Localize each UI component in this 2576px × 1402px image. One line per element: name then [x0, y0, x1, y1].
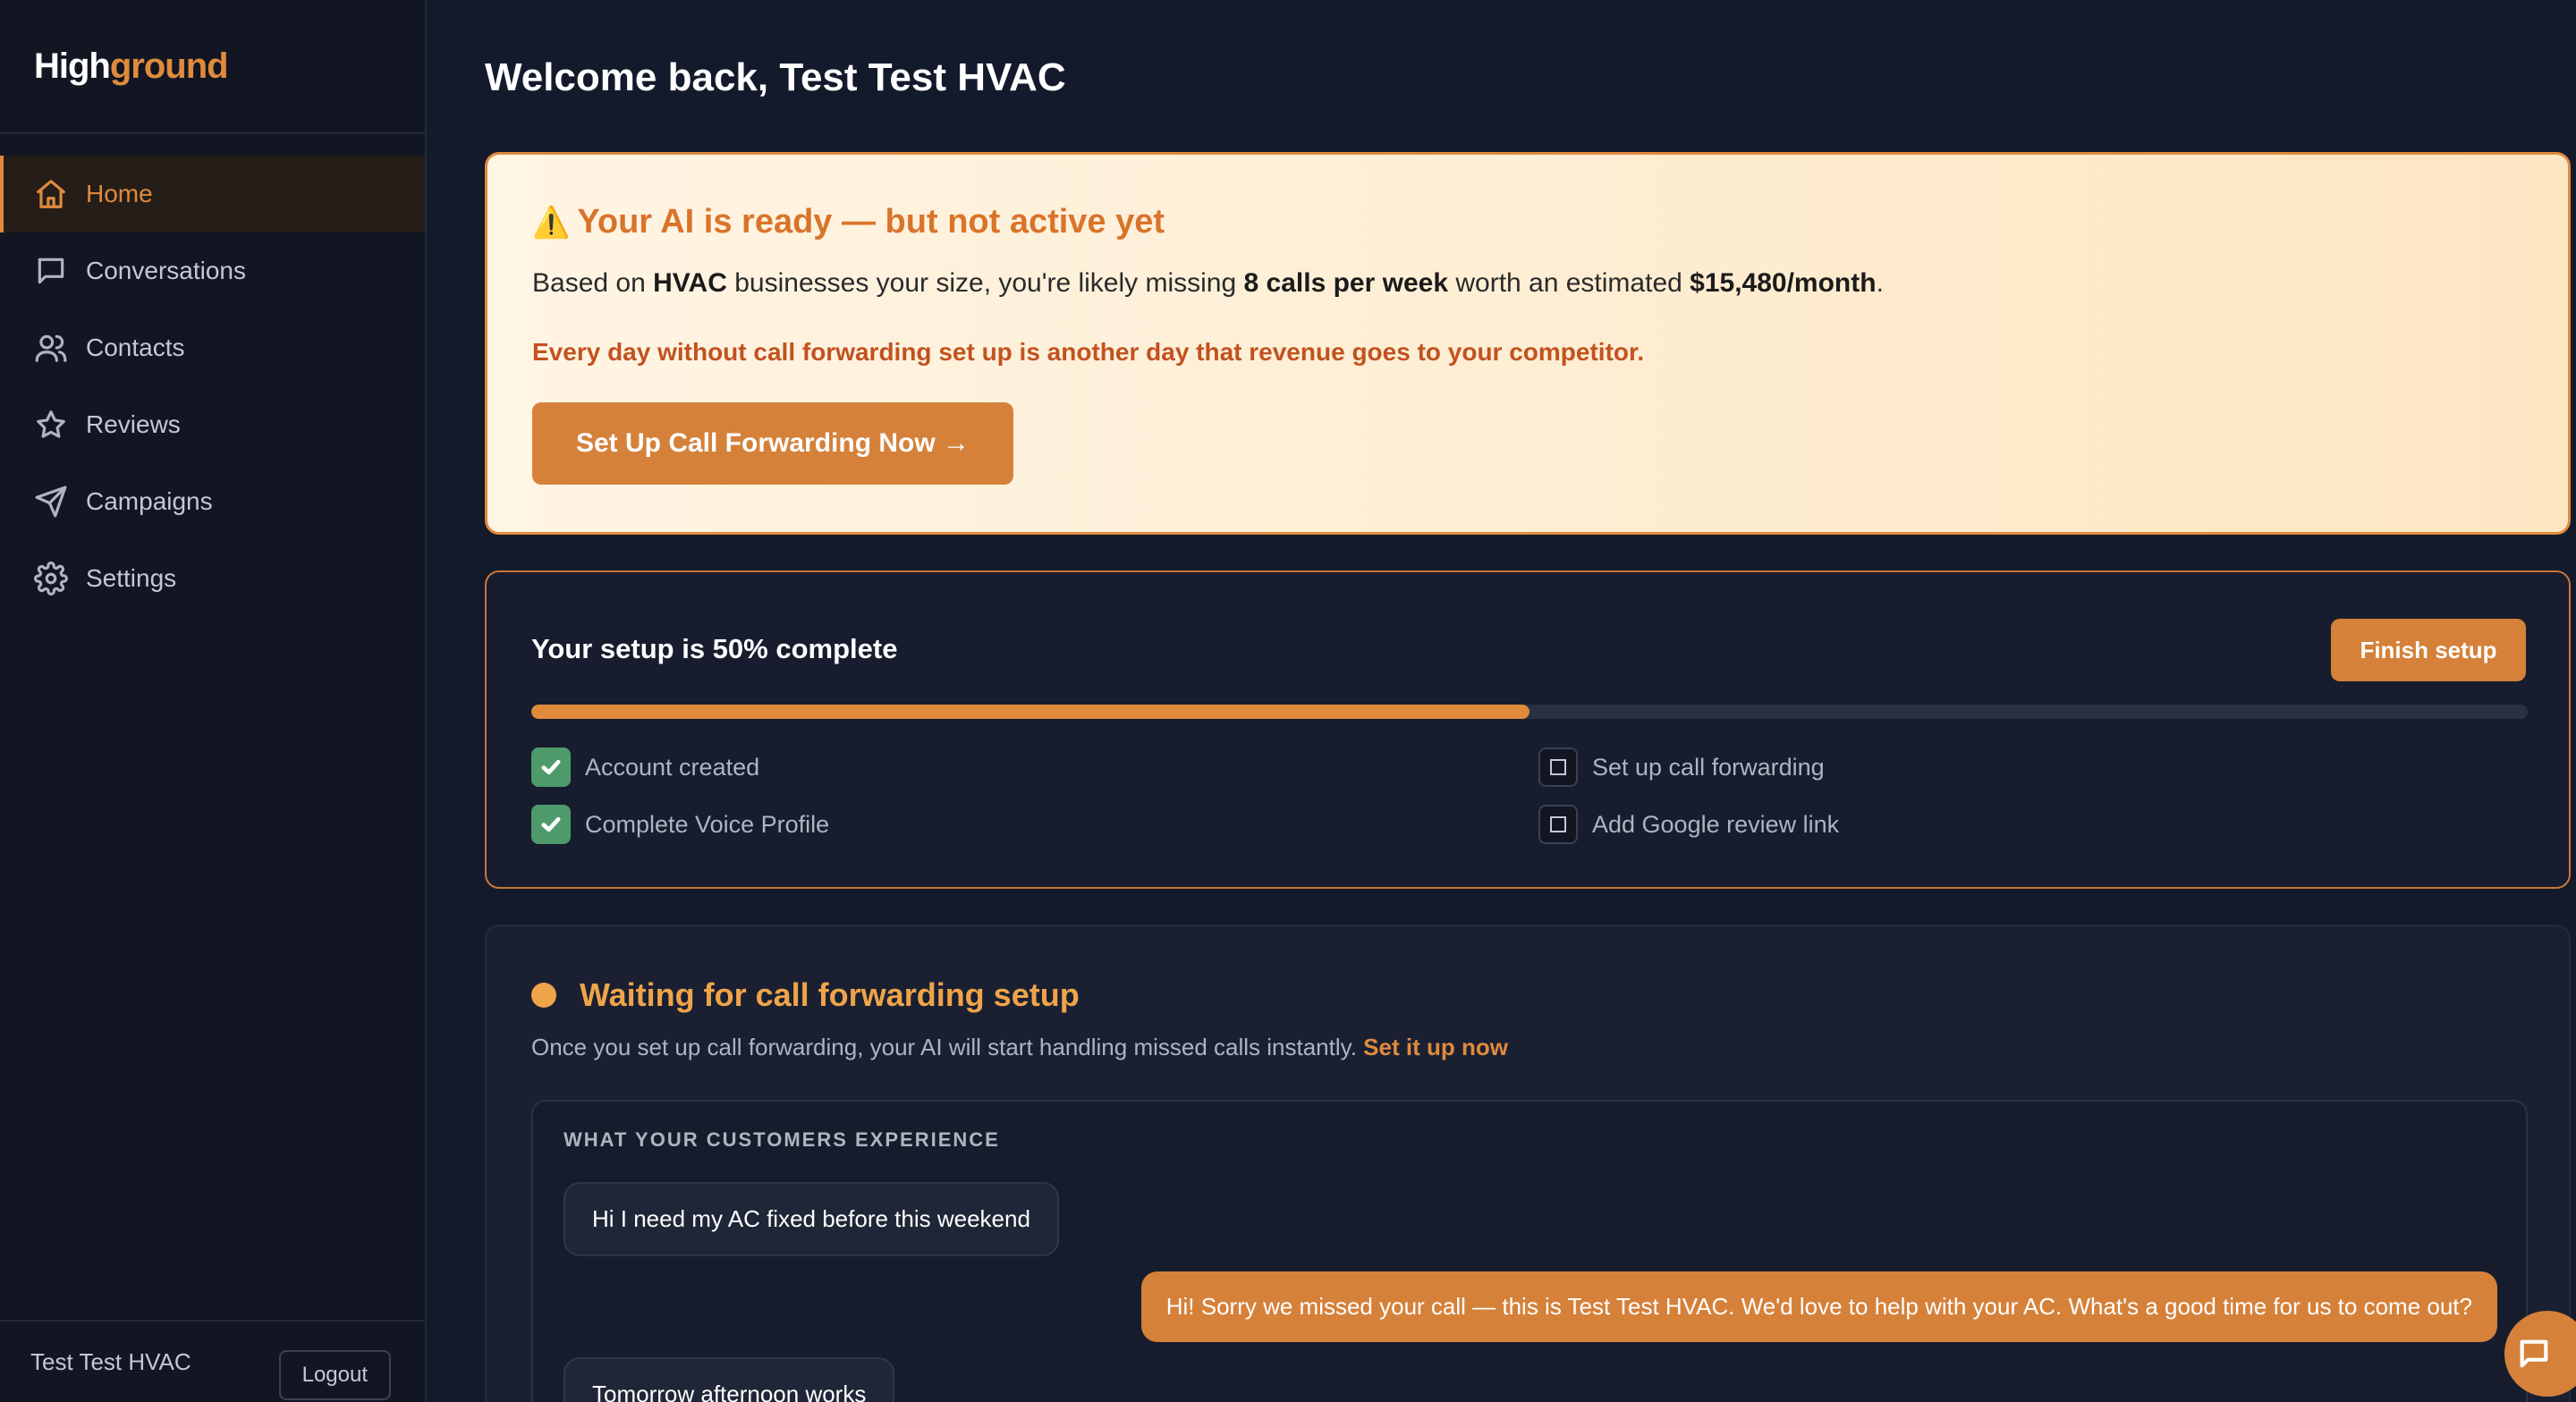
sidebar-item-label: Home [86, 180, 153, 207]
setup-progress-card [485, 570, 2571, 889]
home-icon [34, 177, 68, 211]
estimate-text: worth an estimated [1448, 268, 1690, 298]
call-forwarding-status-card [485, 925, 2571, 1402]
experience-label: WHAT YOUR CUSTOMERS EXPERIENCE [564, 1128, 1000, 1151]
setup-progress-fill [531, 705, 1530, 719]
sidebar-item-label: Contacts [86, 334, 185, 361]
main-content [485, 0, 2571, 1402]
customer-message: Hi I need my AC fixed before this weekend [564, 1182, 1059, 1256]
estimate-text: Based on [532, 268, 654, 298]
sidebar-item-conversations[interactable] [0, 232, 425, 309]
sidebar-item-contacts[interactable] [0, 309, 425, 386]
urgency-message: Every day without call forwarding set up is another day that revenue goes to your competitor. [532, 338, 1645, 366]
sidebar-item-settings[interactable] [0, 540, 425, 617]
checklist-item[interactable] [1538, 805, 2528, 844]
page-title: Welcome back, Test Test HVAC [485, 55, 1066, 99]
brand-logo-part1: High [34, 46, 110, 86]
sidebar-item-label: Conversations [86, 257, 246, 284]
setup-progress-title: Your setup is 50% complete [531, 633, 898, 664]
checkbox-unchecked-icon [1538, 747, 1578, 787]
status-description-text: Once you set up call forwarding, your AI will start handling missed calls instantly. [531, 1034, 1357, 1060]
checkbox-unchecked-icon [1538, 805, 1578, 844]
checklist-item-label: Add Google review link [1592, 810, 1840, 838]
estimate-text: . [1876, 268, 1884, 298]
customer-message: Tomorrow afternoon works [564, 1357, 894, 1402]
status-title: Waiting for call forwarding setup [580, 976, 1080, 1013]
sidebar-item-label: Campaigns [86, 487, 213, 515]
finish-setup-button[interactable]: Finish setup [2331, 619, 2526, 681]
star-icon [34, 408, 68, 442]
logout-button[interactable]: Logout [279, 1350, 391, 1400]
sidebar-nav [0, 134, 425, 617]
message-icon [2516, 1336, 2552, 1372]
status-description [531, 1034, 1508, 1061]
checklist-item-label: Set up call forwarding [1592, 753, 1825, 781]
sidebar-item-label: Reviews [86, 410, 181, 438]
ai-reply-message: Hi! Sorry we missed your call — this is Test Test HVAC. We'd love to help with your AC. What's a good time for us to come out? [1141, 1271, 2497, 1342]
gear-icon [34, 562, 68, 595]
chat-icon [34, 254, 68, 288]
checklist-item-label: Account created [585, 753, 760, 781]
activation-alert [485, 152, 2571, 535]
estimate-calls: 8 calls per week [1243, 268, 1449, 298]
brand-logo[interactable] [0, 0, 425, 134]
checkbox-checked-icon [531, 747, 571, 787]
checkbox-checked-icon [531, 805, 571, 844]
setup-call-forwarding-button[interactable]: Set Up Call Forwarding Now → [532, 402, 1013, 485]
brand-logo-part2: ground [109, 46, 228, 86]
estimate-text: businesses your size, you're likely missing [726, 268, 1244, 298]
customer-experience-preview [531, 1100, 2528, 1402]
status-heading [531, 976, 1080, 1014]
checklist-item[interactable] [531, 747, 1538, 787]
sidebar-footer [0, 1320, 425, 1402]
set-it-up-link[interactable]: Set it up now [1363, 1034, 1508, 1060]
setup-checklist [531, 747, 2528, 844]
sidebar-item-campaigns[interactable] [0, 463, 425, 540]
setup-progress-bar [531, 705, 2528, 719]
user-name: Test Test HVAC [30, 1347, 191, 1375]
warning-icon: ⚠️ [532, 205, 571, 240]
checklist-item-label: Complete Voice Profile [585, 810, 830, 838]
users-icon [34, 331, 68, 365]
sidebar-item-home[interactable] [0, 156, 425, 232]
checklist-item[interactable] [531, 805, 1538, 844]
alert-title-text: Your AI is ready — but not active yet [577, 203, 1165, 241]
send-icon [34, 485, 68, 519]
alert-title [532, 203, 2523, 241]
estimate-industry: HVAC [653, 268, 727, 298]
status-dot-icon [531, 983, 556, 1008]
sidebar [0, 0, 427, 1402]
estimate-amount: $15,480/month [1690, 268, 1877, 298]
sidebar-item-label: Settings [86, 564, 177, 592]
missed-calls-estimate [532, 268, 2523, 299]
checklist-item[interactable] [1538, 747, 2528, 787]
sidebar-item-reviews[interactable] [0, 386, 425, 463]
